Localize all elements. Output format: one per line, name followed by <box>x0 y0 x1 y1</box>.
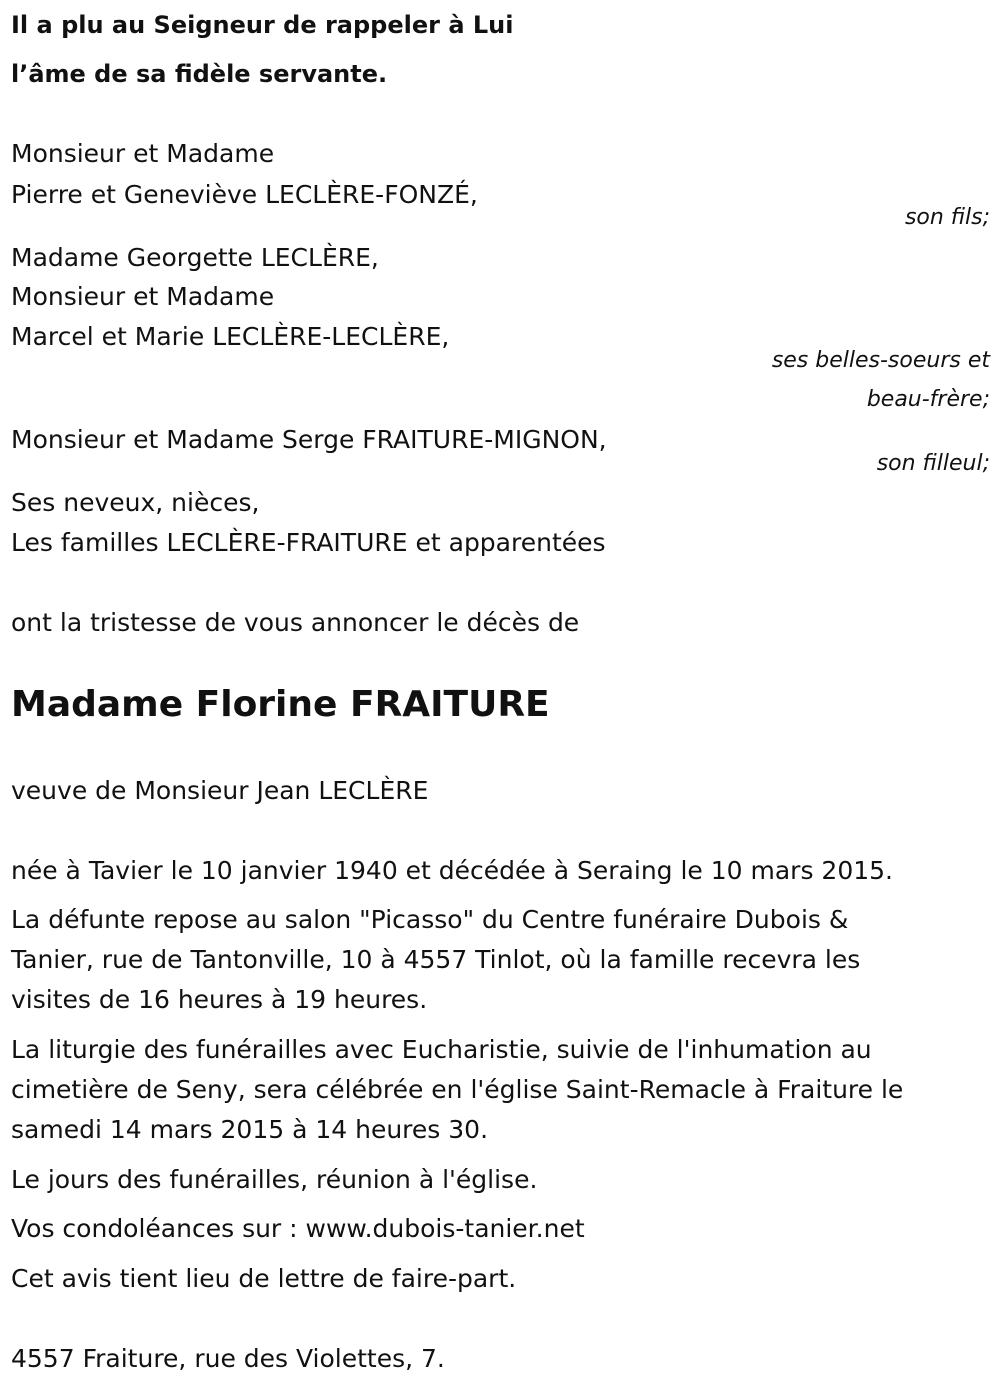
intro-line-2: l’âme de sa fidèle servante. <box>11 60 388 88</box>
rest-line-3: visites de 16 heures à 19 heures. <box>11 985 428 1014</box>
son-line-1: Monsieur et Madame <box>11 139 275 168</box>
condolences-text: Vos condoléances sur : www.dubois-tanier.net <box>11 1214 585 1243</box>
in-laws-line-3: Marcel et Marie LECLÈRE-LECLÈRE, <box>11 322 450 351</box>
in-laws-line-2: Monsieur et Madame <box>11 282 275 311</box>
address-text: 4557 Fraiture, rue des Violettes, 7. <box>11 1344 445 1373</box>
liturgy-line-3: samedi 14 mars 2015 à 14 heures 30. <box>11 1115 489 1144</box>
birth-death-text: née à Tavier le 10 janvier 1940 et décédée à Seraing le 10 mars 2015. <box>11 856 894 885</box>
rest-line-2: Tanier, rue de Tantonville, 10 à 4557 Tinlot, où la famille recevra les <box>11 945 861 974</box>
liturgy-line-1: La liturgie des funérailles avec Eucharistie, suivie de l'inhumation au <box>11 1035 872 1064</box>
in-laws-relation-line-2: beau-frère; <box>866 387 990 412</box>
others-line-2: Les familles LECLÈRE-FRAITURE et apparentées <box>11 528 606 557</box>
godson-relation: son filleul; <box>876 451 990 476</box>
others-line-1: Ses neveux, nièces, <box>11 488 260 517</box>
announcement-text: ont la tristesse de vous annoncer le décès de <box>11 608 580 637</box>
in-laws-relation-line-1: ses belles-soeurs et <box>771 348 990 373</box>
liturgy-line-2: cimetière de Seny, sera célébrée en l'église Saint-Remacle à Fraiture le <box>11 1075 904 1104</box>
notice-text: Cet avis tient lieu de lettre de faire-part. <box>11 1264 517 1293</box>
son-relation: son fils; <box>904 205 990 230</box>
intro-line-1: Il a plu au Seigneur de rappeler à Lui <box>11 11 514 39</box>
in-laws-line-1: Madame Georgette LECLÈRE, <box>11 243 379 272</box>
son-line-2: Pierre et Geneviève LECLÈRE-FONZÉ, <box>11 180 478 209</box>
deceased-name: Madame Florine FRAITURE <box>11 684 550 725</box>
meeting-text: Le jours des funérailles, réunion à l'église. <box>11 1165 538 1194</box>
godson-line: Monsieur et Madame Serge FRAITURE-MIGNON, <box>11 425 607 454</box>
widow-of-text: veuve de Monsieur Jean LECLÈRE <box>11 776 429 805</box>
rest-line-1: La défunte repose au salon "Picasso" du Centre funéraire Dubois & <box>11 905 849 934</box>
